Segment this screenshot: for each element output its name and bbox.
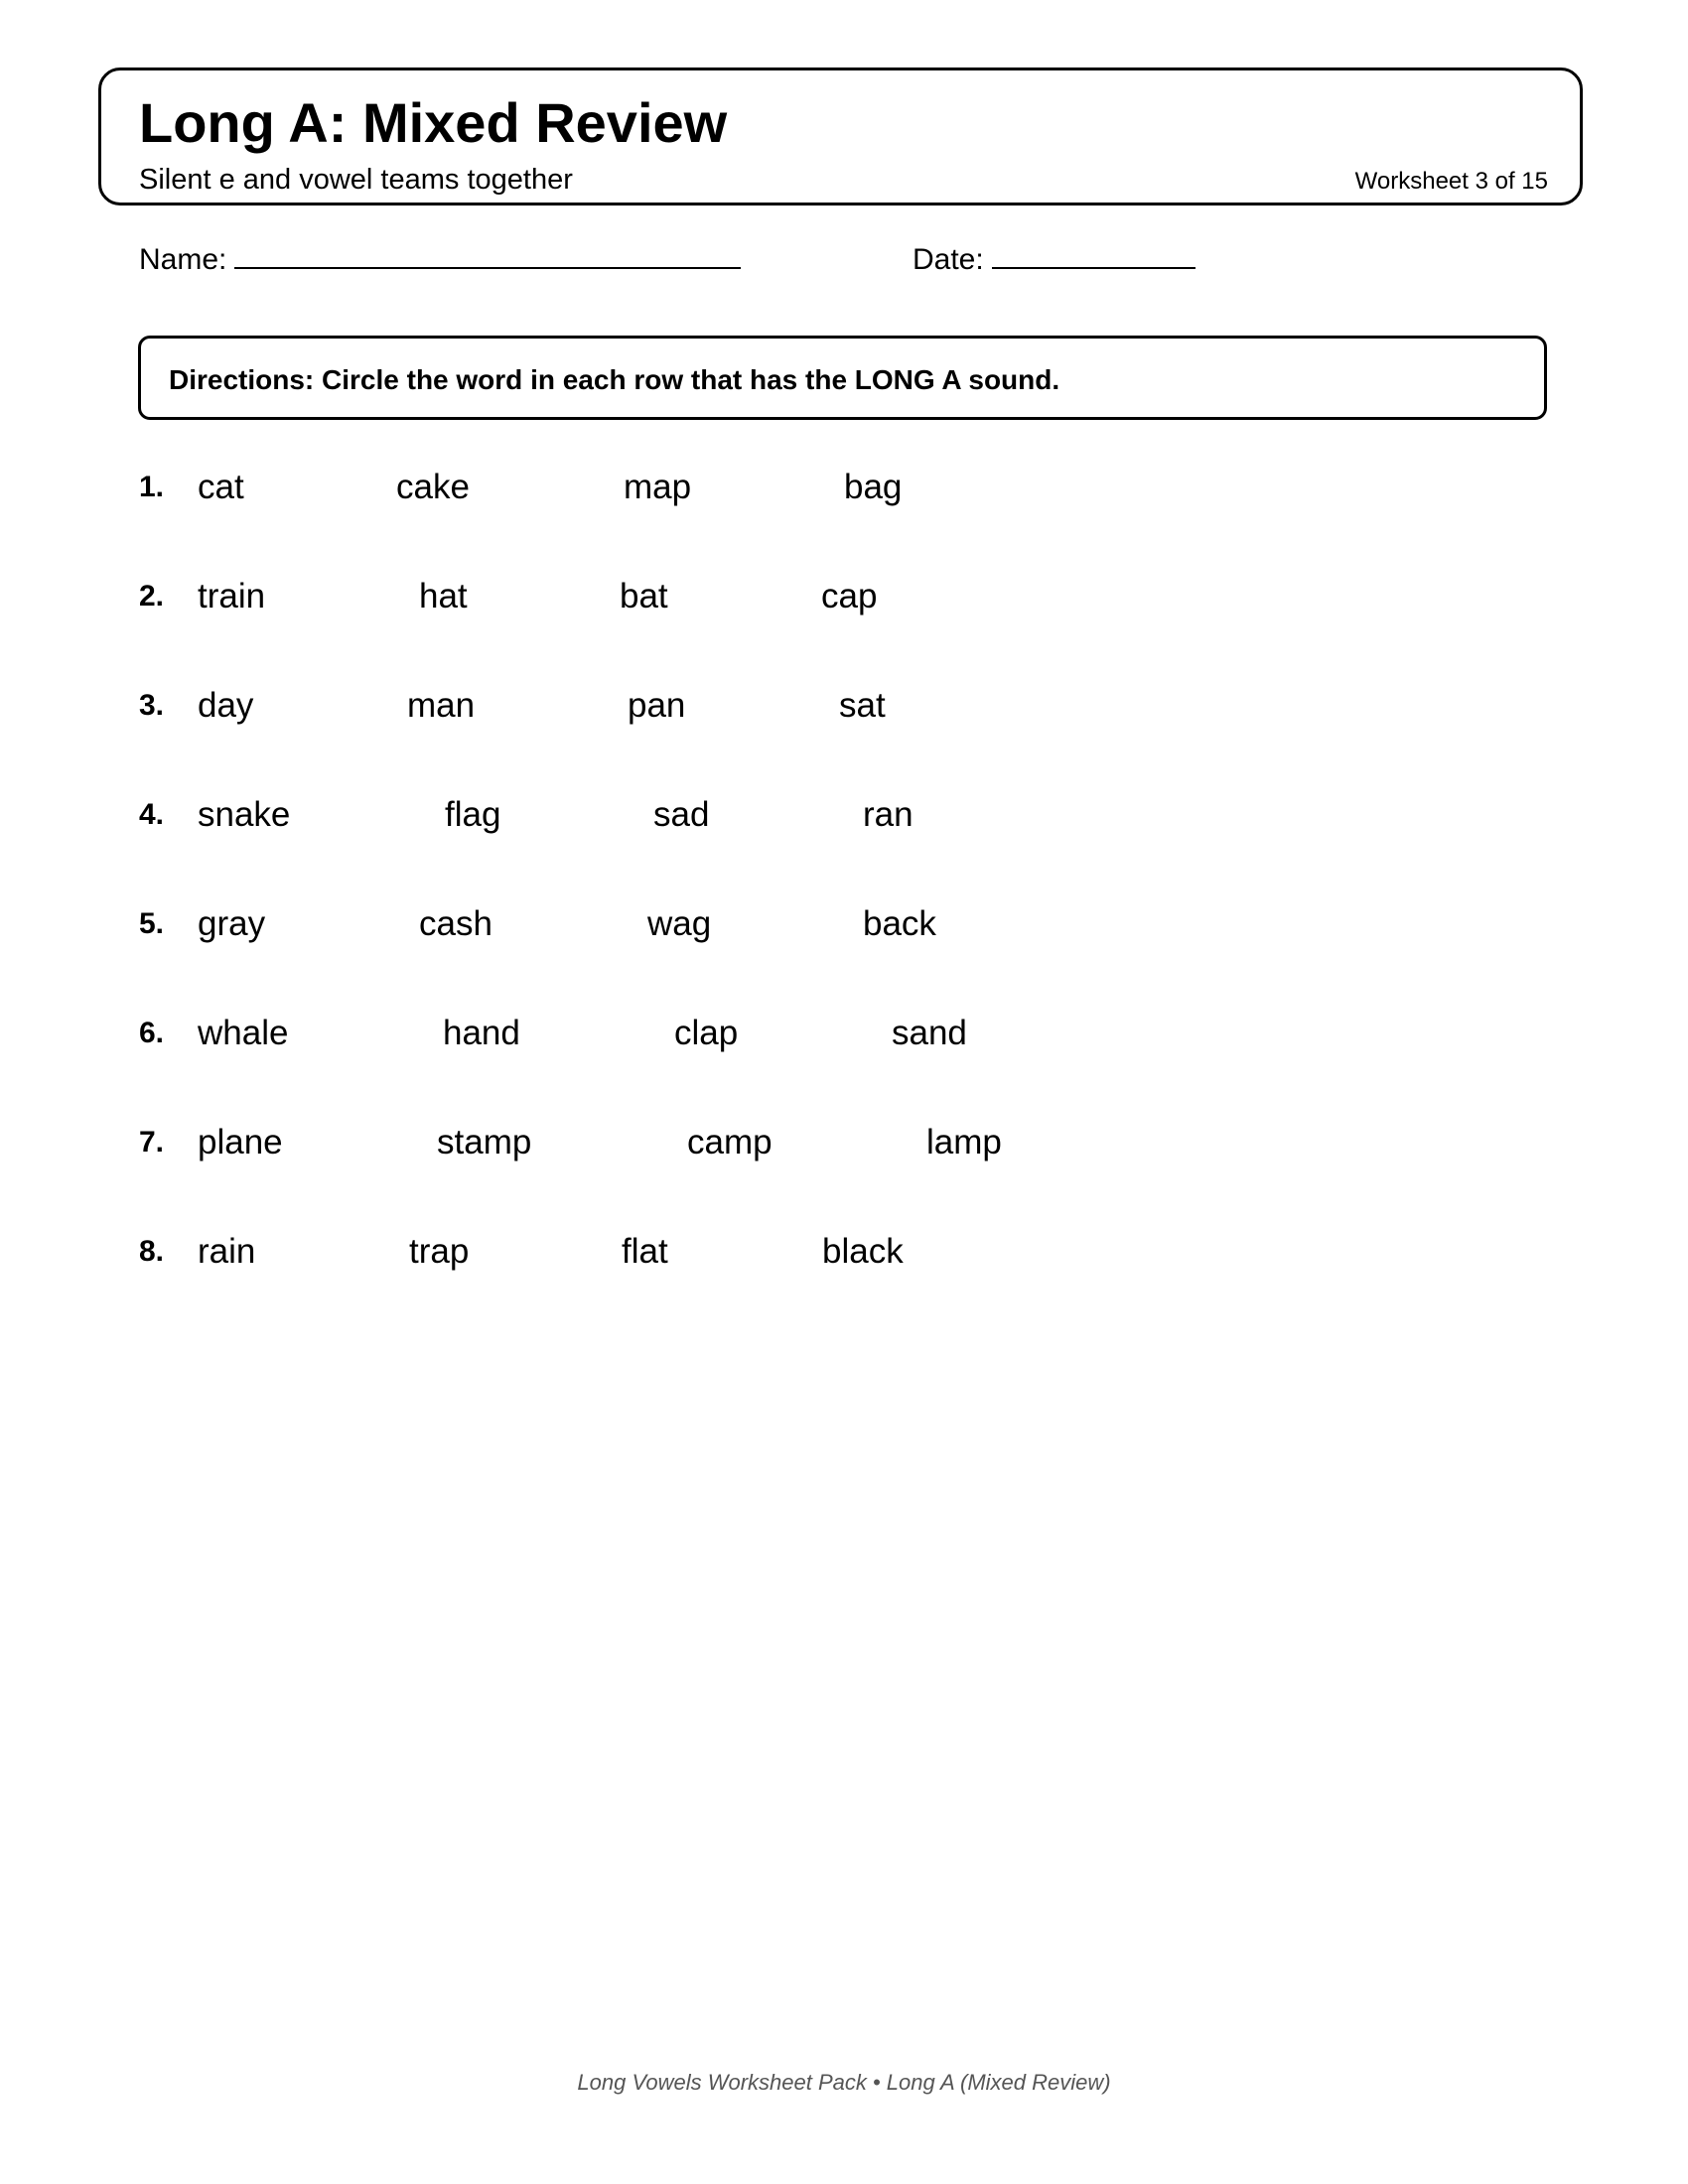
word-choice[interactable]: black: [822, 1232, 904, 1271]
page-title: Long A: Mixed Review: [139, 91, 728, 154]
word-choice[interactable]: hand: [443, 1014, 520, 1052]
word-choice[interactable]: map: [624, 468, 692, 506]
word-choice[interactable]: hat: [419, 577, 468, 615]
question-row: [0, 576, 1688, 625]
word-choice[interactable]: snake: [198, 795, 291, 834]
question-row: [0, 903, 1688, 953]
word-choice[interactable]: lamp: [926, 1123, 1002, 1161]
date-label: Date:: [913, 243, 984, 276]
word-choice[interactable]: cap: [821, 577, 878, 615]
name-blank-line[interactable]: [234, 241, 741, 269]
word-choice[interactable]: cash: [419, 904, 492, 943]
question-row: [0, 1231, 1688, 1281]
question-row: [0, 685, 1688, 735]
question-row: [0, 794, 1688, 844]
word-choice[interactable]: clap: [674, 1014, 739, 1052]
word-choice[interactable]: flag: [445, 795, 501, 834]
question-number: 1.: [139, 471, 165, 503]
name-label: Name:: [139, 243, 227, 276]
word-choice[interactable]: day: [198, 686, 254, 725]
word-choice[interactable]: bag: [844, 468, 903, 506]
word-choice[interactable]: sand: [892, 1014, 967, 1052]
question-number: 2.: [139, 580, 165, 613]
question-row: [0, 1122, 1688, 1171]
word-choice[interactable]: flat: [622, 1232, 668, 1271]
word-choice[interactable]: whale: [198, 1014, 289, 1052]
word-choice[interactable]: train: [198, 577, 266, 615]
word-choice[interactable]: ran: [863, 795, 914, 834]
word-choice[interactable]: sat: [839, 686, 886, 725]
question-number: 6.: [139, 1017, 165, 1049]
name-field: [139, 241, 741, 275]
word-choice[interactable]: stamp: [437, 1123, 532, 1161]
word-choice[interactable]: cake: [396, 468, 470, 506]
word-choice[interactable]: trap: [409, 1232, 470, 1271]
worksheet-number: Worksheet 3 of 15: [1354, 168, 1548, 195]
date-blank-line[interactable]: [992, 241, 1196, 269]
word-choice[interactable]: bat: [620, 577, 668, 615]
question-number: 4.: [139, 798, 165, 831]
directions-text: Directions: Circle the word in each row that has the LONG A sound.: [169, 364, 1060, 395]
page-subtitle: Silent e and vowel teams together: [139, 164, 573, 196]
word-choice[interactable]: plane: [198, 1123, 283, 1161]
word-choice[interactable]: camp: [687, 1123, 773, 1161]
question-number: 5.: [139, 907, 165, 940]
question-number: 3.: [139, 689, 165, 722]
word-choice[interactable]: sad: [653, 795, 710, 834]
word-choice[interactable]: back: [863, 904, 936, 943]
word-choice[interactable]: cat: [198, 468, 244, 506]
page-footer: Long Vowels Worksheet Pack • Long A (Mixed Review): [577, 2070, 1111, 2095]
question-number: 8.: [139, 1235, 165, 1268]
word-choice[interactable]: man: [407, 686, 476, 725]
word-choice[interactable]: gray: [198, 904, 266, 943]
date-field: [913, 241, 1196, 275]
word-choice[interactable]: wag: [647, 904, 712, 943]
question-number: 7.: [139, 1126, 165, 1159]
word-choice[interactable]: pan: [628, 686, 686, 725]
question-row: [0, 1013, 1688, 1062]
word-choice[interactable]: rain: [198, 1232, 256, 1271]
question-row: [0, 467, 1688, 516]
